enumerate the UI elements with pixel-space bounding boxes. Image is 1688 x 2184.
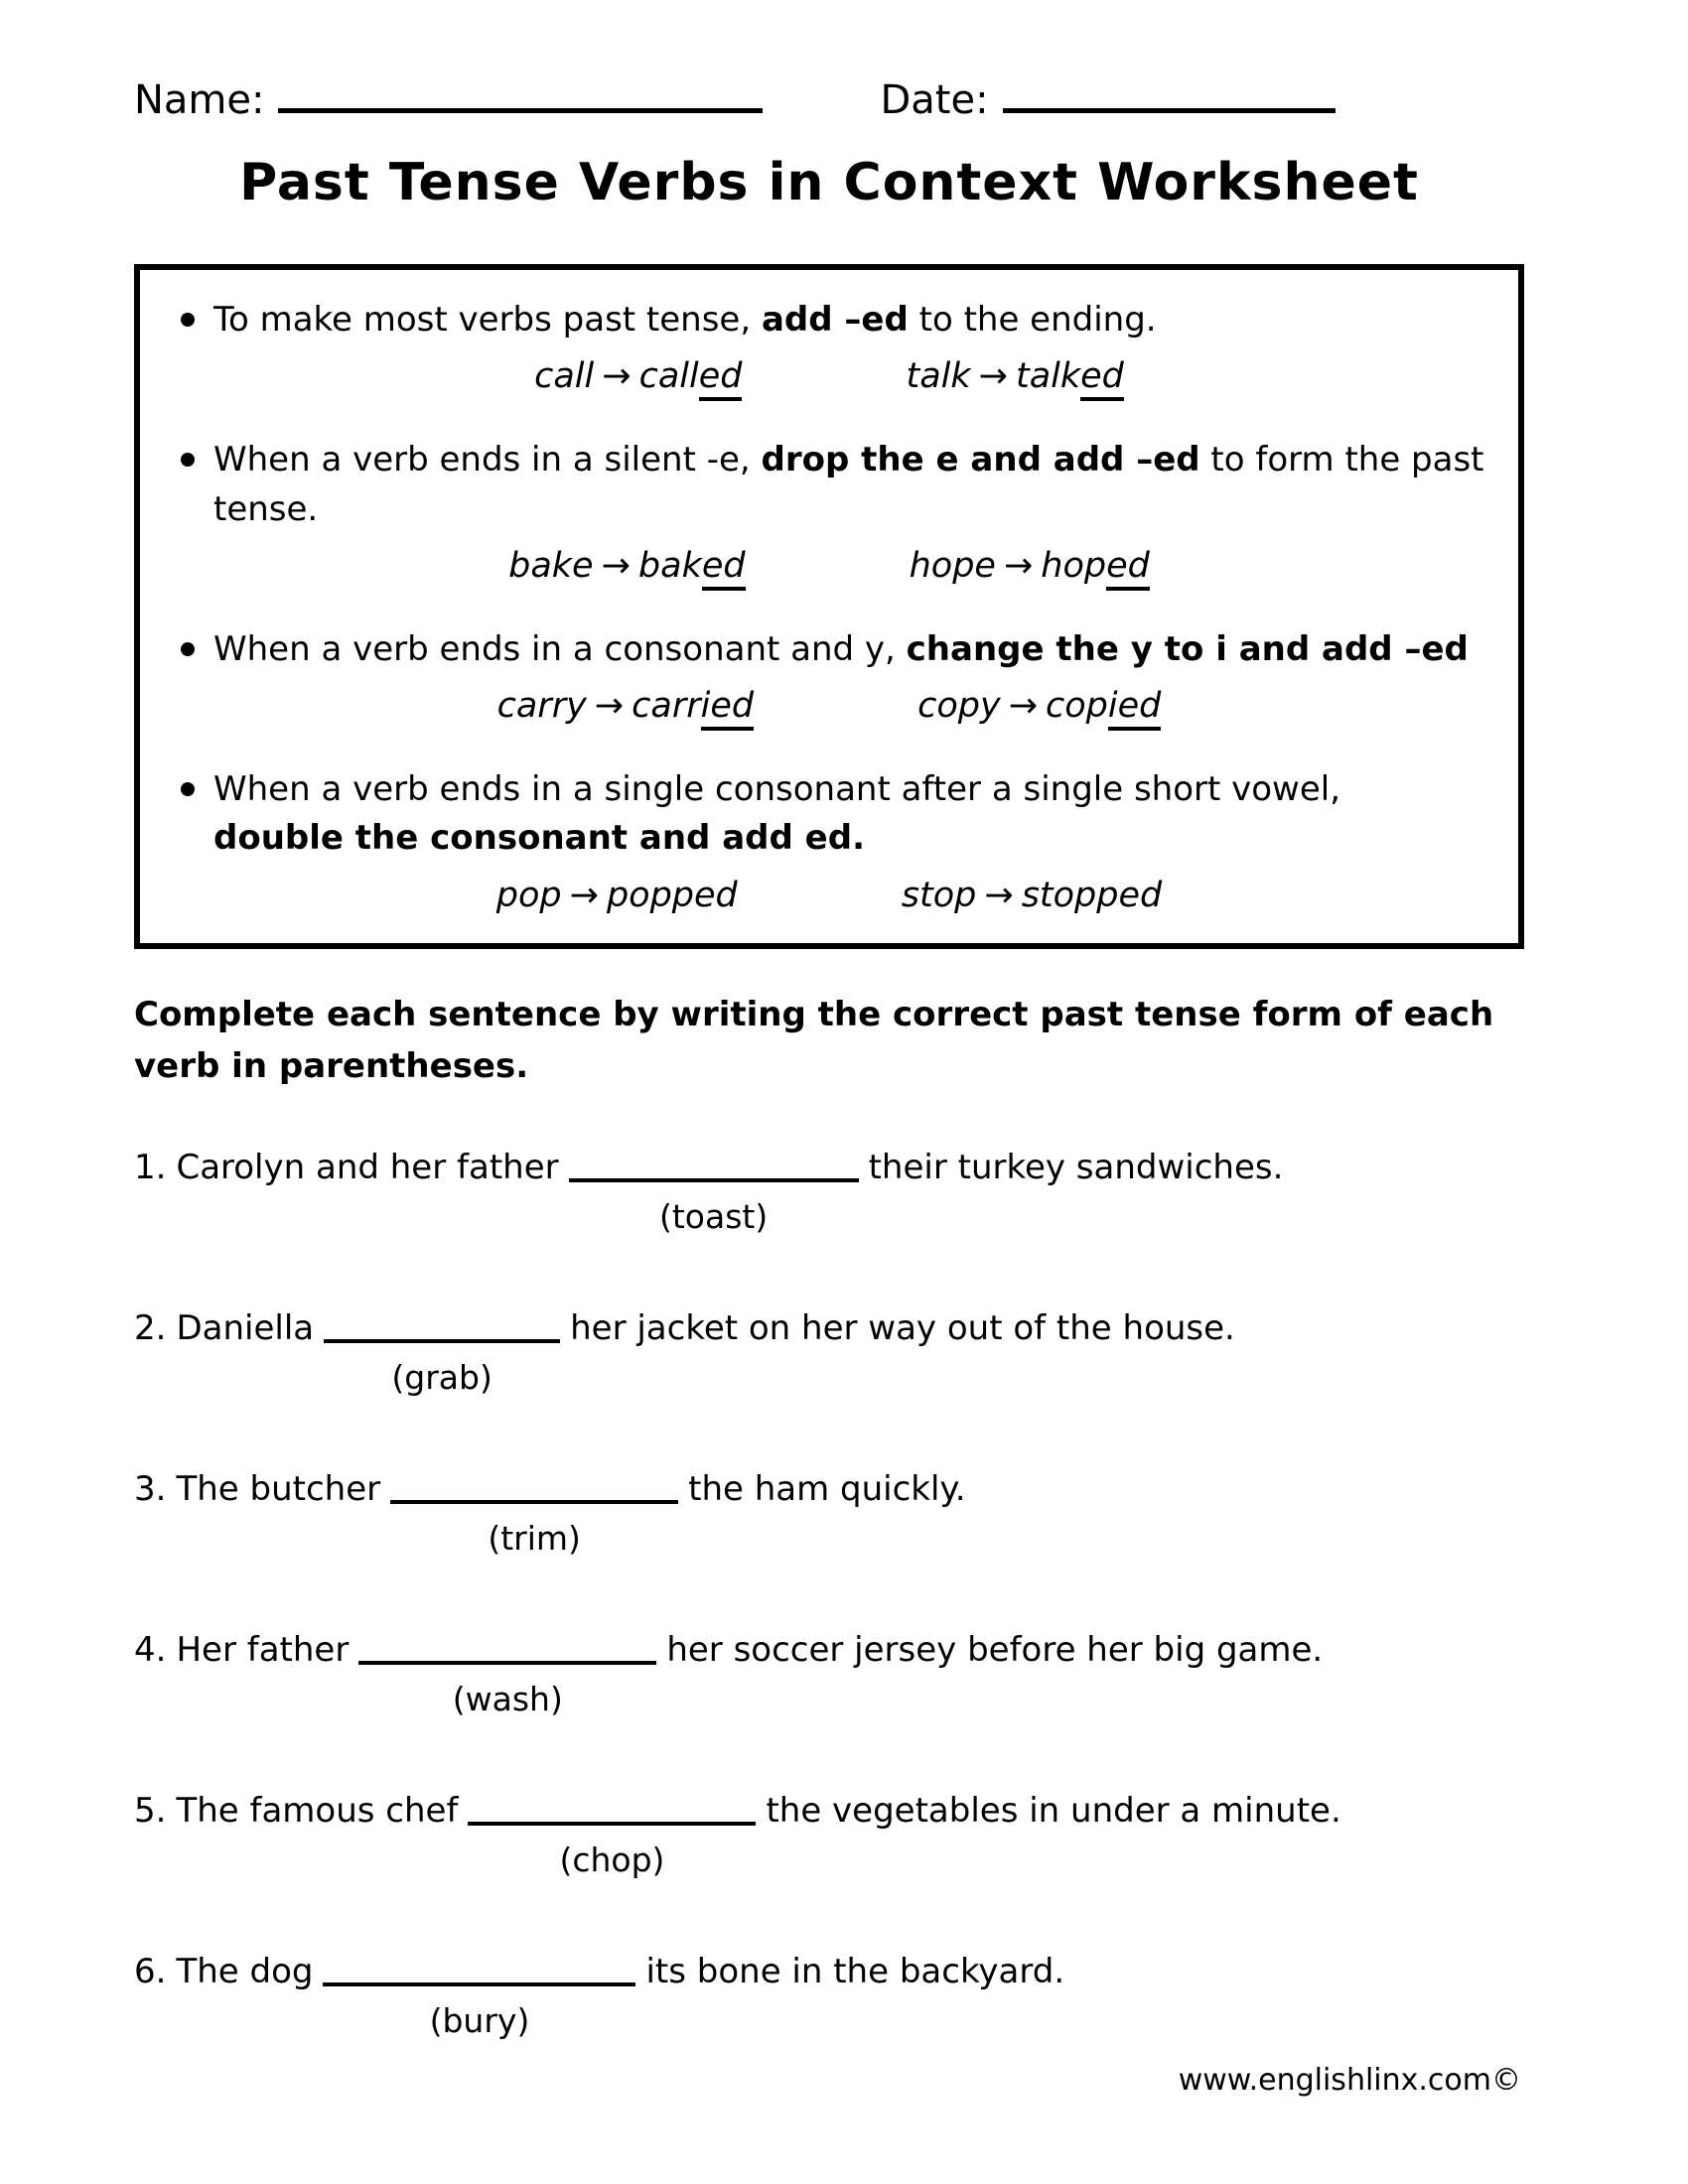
arrow-icon: → xyxy=(978,356,1008,397)
rule-group xyxy=(162,436,1496,586)
question-number: 5. xyxy=(134,1791,167,1832)
rule-item xyxy=(162,625,1496,674)
example-suffix: ied xyxy=(1108,686,1161,731)
question-number: 4. xyxy=(134,1630,167,1671)
rule-examples xyxy=(162,356,1496,396)
rule-bold: change the y to i and add –ed xyxy=(906,628,1469,669)
question-before-text: Her father xyxy=(176,1630,350,1671)
question-row xyxy=(134,1786,1524,1897)
arrow-icon: → xyxy=(569,875,599,915)
example-base: stop xyxy=(901,875,977,915)
question-after-text: the ham quickly. xyxy=(688,1469,966,1510)
example-pair xyxy=(497,686,754,726)
question-row xyxy=(134,1464,1524,1575)
example-pair xyxy=(917,686,1161,726)
question-before-text: The butcher xyxy=(176,1469,381,1510)
example-base: call xyxy=(534,356,595,397)
rule-pre: When a verb ends in a consonant and y, xyxy=(213,628,907,669)
question-after-text: her jacket on her way out of the house. xyxy=(570,1308,1235,1349)
rule-bold: drop the e and add –ed xyxy=(761,440,1200,480)
example-stem: stopped xyxy=(1021,875,1163,915)
example-base: hope xyxy=(909,545,996,586)
question-after-text: their turkey sandwiches. xyxy=(868,1148,1284,1188)
bullet-icon xyxy=(162,765,213,864)
page-title: Past Tense Verbs in Context Worksheet xyxy=(239,153,1419,212)
question-row xyxy=(134,1303,1524,1415)
date-label: Date: xyxy=(880,77,989,123)
example-pair xyxy=(496,876,738,915)
question-after-text: her soccer jersey before her big game. xyxy=(666,1630,1324,1671)
question-before-text: The famous chef xyxy=(176,1791,459,1832)
question-number: 1. xyxy=(134,1148,167,1188)
question-after-text: its bone in the backyard. xyxy=(645,1952,1065,1992)
answer-blank[interactable] xyxy=(358,1655,656,1719)
example-pair xyxy=(906,356,1123,396)
name-label: Name: xyxy=(134,77,265,123)
rule-pre: When a verb ends in a silent -e, xyxy=(213,440,762,480)
header-row xyxy=(134,77,1524,123)
rule-group xyxy=(162,296,1496,396)
rule-examples xyxy=(162,686,1496,726)
example-stem: hop xyxy=(1041,545,1107,586)
arrow-icon: → xyxy=(1008,686,1039,727)
rule-group xyxy=(162,625,1496,726)
example-stem: bak xyxy=(637,545,702,586)
footer-website: www.englishlinx.com© xyxy=(1178,2063,1521,2098)
example-suffix: ed xyxy=(1106,546,1150,591)
bullet-icon xyxy=(162,436,213,534)
questions-list xyxy=(134,1143,1524,2058)
verb-hint: (wash) xyxy=(452,1680,563,1719)
verb-hint: (toast) xyxy=(658,1197,769,1237)
arrow-icon: → xyxy=(602,356,632,397)
question-row xyxy=(134,1625,1524,1736)
rule-bold: double the consonant and add ed. xyxy=(213,818,865,859)
example-base: carry xyxy=(496,686,587,727)
answer-blank[interactable] xyxy=(390,1494,678,1559)
arrow-icon: → xyxy=(601,545,631,586)
example-base: pop xyxy=(495,875,562,915)
answer-blank[interactable] xyxy=(324,1333,560,1398)
verb-hint: (trim) xyxy=(488,1519,581,1559)
example-stem: cop xyxy=(1046,686,1108,727)
question-before-text: The dog xyxy=(176,1952,314,1992)
rule-item xyxy=(162,765,1496,864)
example-suffix: ed xyxy=(702,546,746,591)
answer-blank[interactable] xyxy=(569,1172,859,1237)
question-after-text: the vegetables in under a minute. xyxy=(766,1791,1341,1832)
bullet-icon xyxy=(162,296,213,344)
rule-text xyxy=(213,765,1496,864)
example-stem: call xyxy=(638,356,699,397)
example-suffix: ed xyxy=(1080,356,1124,401)
example-pair xyxy=(534,356,742,396)
date-fill-line[interactable] xyxy=(1003,103,1336,113)
rule-pre: To make most verbs past tense, xyxy=(213,300,762,340)
question-before-text: Daniella xyxy=(176,1308,315,1349)
rule-pre: When a verb ends in a single consonant after a single short vowel, xyxy=(213,769,1341,810)
question-number: 6. xyxy=(134,1952,167,1992)
example-suffix: ied xyxy=(701,686,754,731)
example-pair xyxy=(508,546,745,586)
verb-hint: (bury) xyxy=(429,2001,530,2041)
question-row xyxy=(134,1143,1524,1254)
example-stem: carr xyxy=(632,686,701,727)
example-base: talk xyxy=(906,356,971,397)
rule-text xyxy=(213,296,1496,344)
answer-blank[interactable] xyxy=(323,1977,635,2041)
verb-hint: (grab) xyxy=(391,1358,492,1398)
example-pair xyxy=(902,876,1162,915)
rule-item xyxy=(162,436,1496,534)
example-suffix: ed xyxy=(699,356,743,401)
bullet-icon xyxy=(162,625,213,674)
answer-blank[interactable] xyxy=(468,1816,756,1880)
question-before-text: Carolyn and her father xyxy=(176,1148,559,1188)
rule-bold: add –ed xyxy=(761,300,909,340)
rule-text xyxy=(213,625,1496,674)
question-number: 2. xyxy=(134,1308,167,1349)
example-base: copy xyxy=(917,686,1001,727)
example-base: bake xyxy=(508,545,594,586)
question-number: 3. xyxy=(134,1469,167,1510)
example-stem: talk xyxy=(1015,356,1081,397)
arrow-icon: → xyxy=(594,686,625,727)
rule-group xyxy=(162,765,1496,915)
name-fill-line[interactable] xyxy=(278,103,763,113)
rule-post: to form the past tense. xyxy=(213,440,1484,529)
question-row xyxy=(134,1947,1524,2058)
verb-hint: (chop) xyxy=(559,1841,665,1880)
arrow-icon: → xyxy=(984,875,1014,915)
rules-box xyxy=(134,264,1524,949)
arrow-icon: → xyxy=(1003,545,1034,586)
example-stem: popped xyxy=(606,875,738,915)
rule-item xyxy=(162,296,1496,344)
rule-examples xyxy=(162,876,1496,915)
example-pair xyxy=(910,546,1150,586)
rule-text xyxy=(213,436,1496,534)
rule-post: to the ending. xyxy=(908,300,1157,340)
instructions-text: Complete each sentence by writing the correct past tense form of each verb in parentheses. xyxy=(134,994,1494,1087)
rule-examples xyxy=(162,546,1496,586)
